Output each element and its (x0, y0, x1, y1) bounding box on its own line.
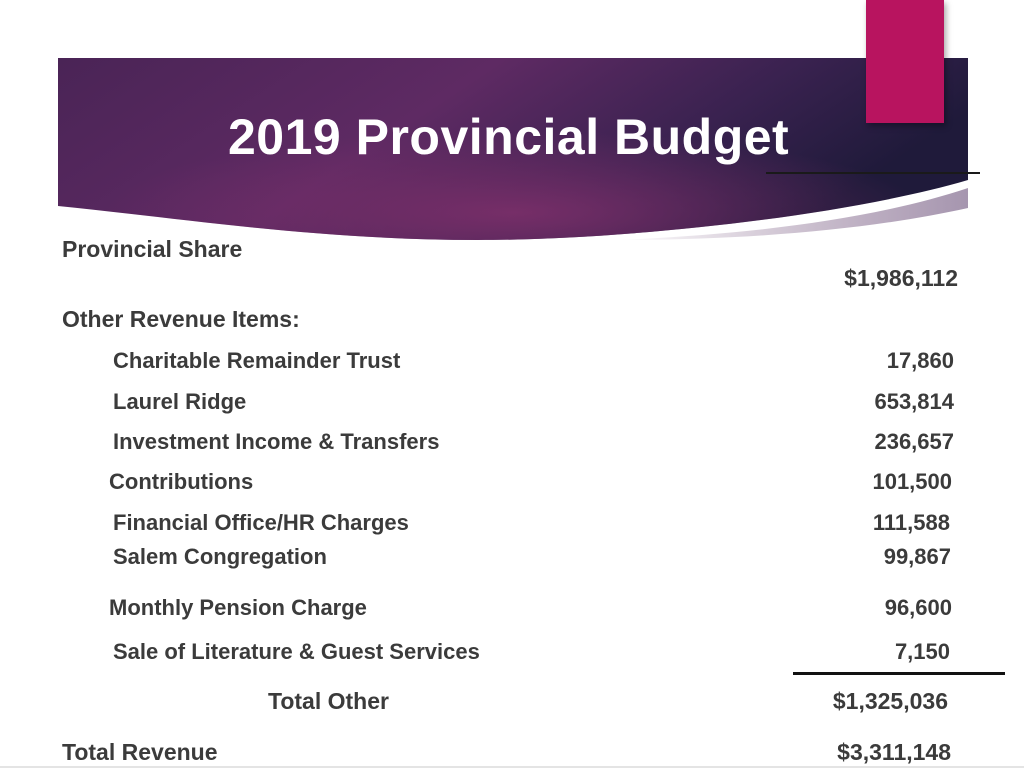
total-other-label: Total Other (268, 688, 389, 714)
item-label: Salem Congregation (113, 544, 327, 569)
total-revenue-amount: $3,311,148 (837, 739, 951, 765)
item-amount: 17,860 (886, 348, 954, 373)
item-amount: 111,588 (872, 510, 950, 535)
slide-title: 2019 Provincial Budget (228, 109, 790, 165)
item-amount: 7,150 (894, 639, 950, 664)
item-label: Monthly Pension Charge (109, 595, 367, 620)
item-amount: 96,600 (884, 595, 952, 620)
provincial-share-label: Provincial Share (62, 236, 243, 262)
item-label: Investment Income & Transfers (113, 429, 440, 454)
item-amount: 653,814 (874, 389, 954, 414)
item-amount: 236,657 (874, 429, 954, 454)
accent-tab (866, 0, 944, 123)
other-revenue-heading: Other Revenue Items: (62, 306, 300, 332)
item-label: Sale of Literature & Guest Services (113, 639, 480, 664)
item-label: Contributions (109, 469, 254, 494)
item-label: Charitable Remainder Trust (113, 348, 401, 373)
item-amount: 99,867 (883, 544, 951, 569)
item-label: Financial Office/HR Charges (113, 510, 409, 535)
total-revenue-label: Total Revenue (62, 739, 218, 765)
provincial-share-amount: $1,986,112 (844, 265, 958, 291)
item-label: Laurel Ridge (113, 389, 247, 414)
subtotal-rule (793, 672, 1005, 675)
title-underline (766, 172, 980, 174)
item-amount: 101,500 (872, 469, 952, 494)
total-other-amount: $1,325,036 (832, 688, 948, 714)
